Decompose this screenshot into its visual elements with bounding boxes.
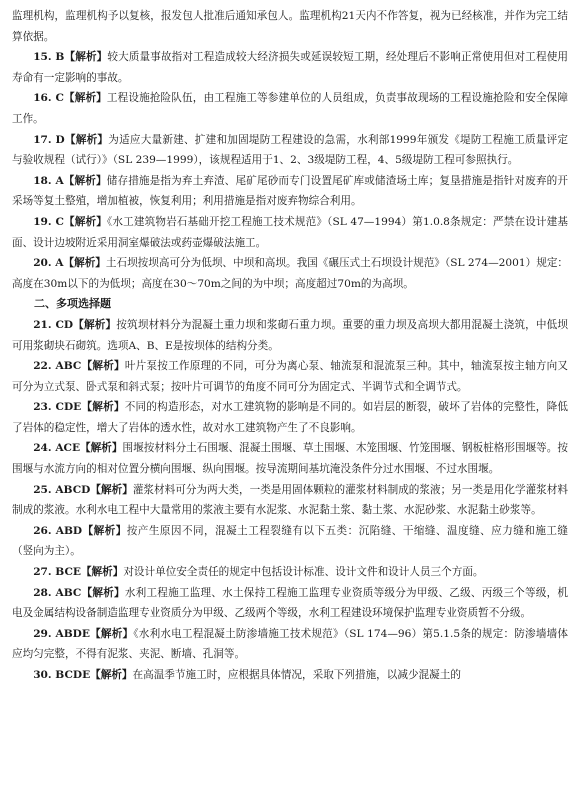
analysis-text: 《水利水电工程混凝土防渗墙施工技术规范》（SL 174—96）第5.1.5条的规定：防渗墙墙体应均匀完整，不得有泥浆、夹泥、断墙、孔洞等。: [12, 627, 568, 661]
analysis-tag: 【解析】: [64, 51, 108, 64]
answer-item: [12, 438, 568, 479]
answer-item: [12, 212, 568, 253]
analysis-text: 不同的构造形态，对水工建筑物的影响是不同的。如岩层的断裂，破坏了岩体的完整性，降低了岩体的稳定性，增大了岩体的透水性，故对水工建筑物产生了不良影响。: [12, 401, 569, 434]
analysis-tag: 【解析】: [63, 257, 106, 270]
answer-key: 29. ABDE: [33, 627, 90, 640]
answer-key: 28. ABC: [33, 586, 82, 599]
analysis-text: 灌浆材料可分为两大类，一类是用固体颗粒的灌浆材料制成的浆液；另一类是用化学灌浆材料制成的浆液。水利水电工程中大量常用的浆液主要有水泥浆、水泥黏土浆、黏土浆、水泥砂浆、水泥黏土砂浆等。: [12, 483, 569, 517]
analysis-tag: 【解析】: [63, 92, 107, 105]
analysis-text: 围堰按材料分土石围堰、混凝土围堰、草土围堰、木笼围堰、竹笼围堰、钢板桩格形围堰等。按围堰与水流方向的相对位置分横向围堰、纵向围堰。按导流期间基坑淹没条件分过水围堰、不过水围堰。: [12, 442, 568, 476]
answer-item: [12, 665, 568, 686]
answer-key: 26. ABD: [33, 524, 83, 537]
analysis-text: 按产生原因不同，混凝土工程裂缝有以下五类：沉陷缝、干缩缝、温度缝、应力缝和施工缝（竖向为主）。: [12, 524, 569, 558]
analysis-tag: 【解析】: [64, 133, 109, 146]
answer-key: 24. ACE: [33, 442, 81, 455]
analysis-text: 储存措施是指为弃土弃渣、尾矿尾砂而专门设置尾矿库或储渣场土库；复垦措施是指针对废弃的开采场等复土整殖，增加植被，恢复利用；利用措施是指对废弃物综合利用。: [12, 174, 569, 208]
analysis-tag: 【解析】: [82, 524, 127, 537]
analysis-tag: 【解析】: [63, 174, 107, 187]
answer-key: 16. C: [33, 92, 64, 105]
section-heading: 二、多项选择题: [34, 297, 111, 311]
analysis-text: 《水工建筑物岩石基础开挖工程施工技术规范》（SL 47—1994）第1.0.8条规定：严禁在设计建基面、设计边坡附近采用洞室爆破法或药壶爆破法施工。: [12, 215, 568, 249]
analysis-text: 较大质量事故指对工程造成较大经济损失或延误较短工期，经处理后不影响正常使用但对工程使用寿命有一定影响的事故。: [12, 51, 569, 84]
analysis-tag: 【解析】: [81, 401, 125, 414]
analysis-tag: 【解析】: [81, 586, 125, 599]
answer-item: [12, 47, 568, 88]
answer-key: 30. BCDE: [33, 669, 91, 681]
answer-key: 21. CD: [33, 318, 74, 331]
answer-item: [12, 315, 568, 356]
answer-key: 25. ABCD: [33, 483, 91, 496]
analysis-text: 按筑坝材料分为混凝土重力坝和浆砌石重力坝。重要的重力坝及高坝大都用混凝土浇筑，中低坝可用浆砌块石砌筑。选项A、B、E是按坝体的结构分类。: [12, 318, 568, 352]
answer-key: 19. C: [33, 215, 64, 228]
answer-item: [12, 583, 568, 624]
analysis-tag: 【解析】: [63, 215, 107, 228]
analysis-tag: 【解析】: [80, 566, 124, 579]
analysis-tag: 【解析】: [73, 318, 117, 331]
analysis-text: 水利工程施工监理、水土保持工程施工监理专业资质等级分为甲级、乙级、丙级三个等级，机电及金属结构设备制造监理专业资质分为甲级、乙级两个等级，水利工程建设环境保护监理专业资质暂不分级。: [12, 586, 569, 620]
answer-item: [12, 562, 568, 583]
continued-paragraph: 监理机构，监理机构予以复核，报发包人批准后通知承包人。监理机构21天内不作答复，视为已经核准，并作为完工结算依据。: [12, 10, 568, 43]
analysis-tag: 【解析】: [90, 483, 133, 496]
answer-key: 27. BCE: [33, 566, 81, 579]
answer-key: 15. B: [33, 51, 65, 64]
answer-key: 18. A: [33, 174, 64, 187]
analysis-tag: 【解析】: [81, 360, 125, 373]
analysis-text: 为适应大量新建、扩建和加固堤防工程建设的急需，水利部1999年颁发《堤防工程施工质量评定与验收规程（试行）》（SL 239—1999），该规程适用于1、2、3级堤防工程，4、5级堤防工程可参照执行。: [12, 133, 569, 167]
answer-key: 20. A: [33, 257, 64, 270]
analysis-text: 土石坝按坝高可分为低坝、中坝和高坝。我国《碾压式土石坝设计规范》（SL 274—2001）规定：高度在30m以下的为低坝；高度在30～70m之间的为中坝；高度超过70m的为高坝。: [12, 257, 569, 290]
analysis-text: 叶片泵按工作原理的不同，可分为离心泵、轴流泵和混流泵三种。其中，轴流泵按主轴方向又可分为立式泵、卧式泵和斜式泵；按叶片可调节的角度不同可分为固定式、半调节式和全调节式。: [12, 360, 569, 393]
answer-item: [12, 253, 568, 294]
answer-item: [12, 397, 568, 438]
answer-item: [12, 130, 568, 171]
analysis-text: 在高温季节施工时，应根据具体情况，采取下列措施，以减少混凝土的: [132, 669, 461, 681]
answer-item: [12, 480, 568, 521]
analysis-text: 工程设施抢险队伍，由工程施工等参建单位的人员组成，负责事故现场的工程设施抢险和安全保障工作。: [12, 92, 568, 125]
answer-item: [12, 88, 568, 129]
answer-item: [12, 171, 568, 212]
answer-item: [12, 624, 568, 665]
analysis-tag: 【解析】: [89, 627, 134, 640]
analysis-text: 对设计单位安全责任的规定中包括设计标准、设计文件和设计人员三个方面。: [123, 566, 484, 579]
answer-key: 17. D: [33, 133, 65, 146]
answer-key: 22. ABC: [33, 360, 82, 373]
analysis-tag: 【解析】: [90, 669, 133, 681]
answer-key: 23. CDE: [33, 401, 82, 414]
answer-item: [12, 521, 568, 562]
analysis-tag: 【解析】: [80, 442, 123, 455]
answer-item: [12, 356, 568, 397]
